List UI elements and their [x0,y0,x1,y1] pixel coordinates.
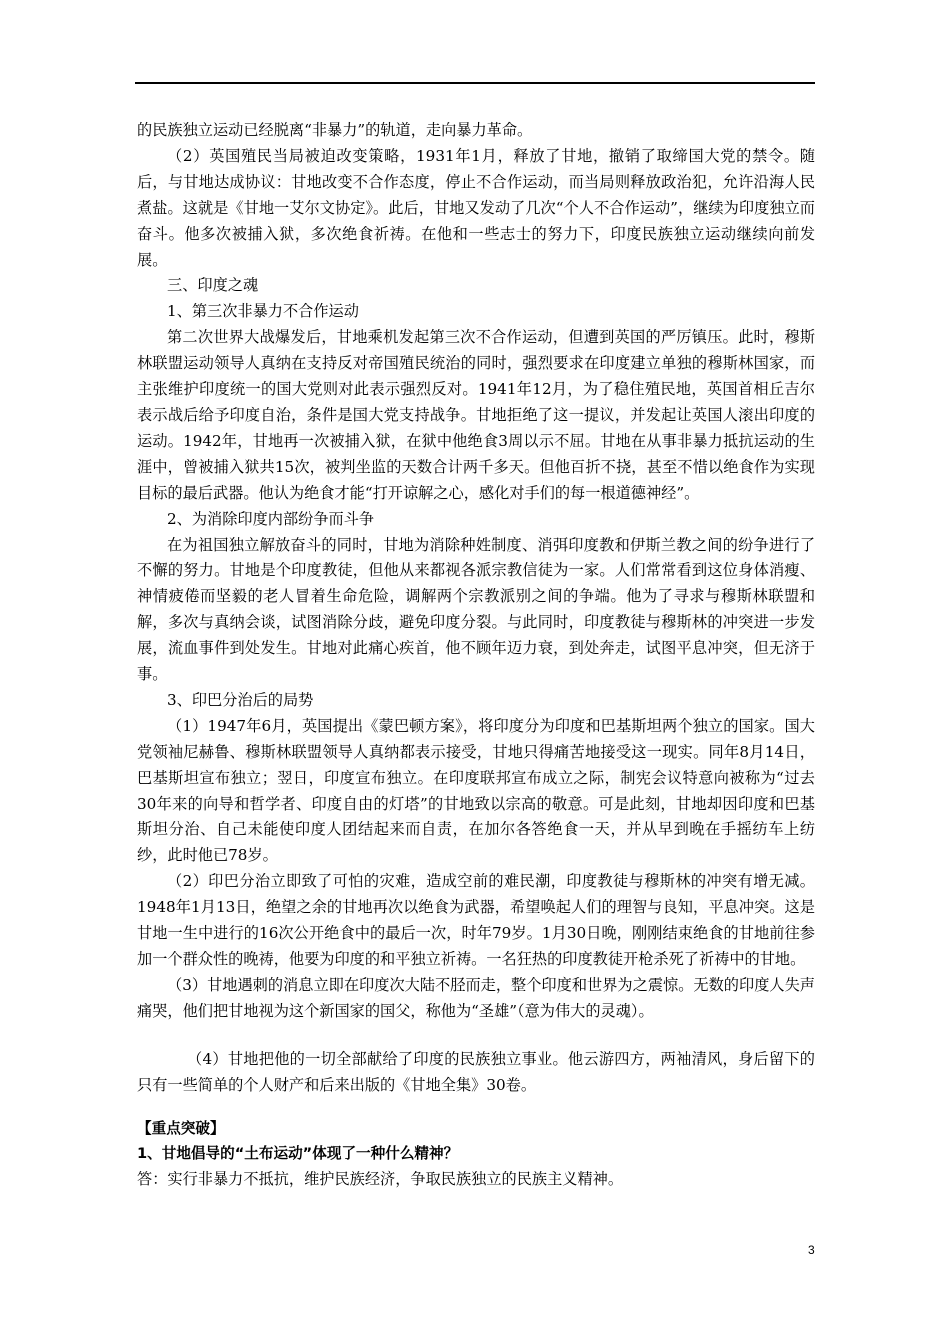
focus-heading: 【重点突破】 [137,1119,225,1137]
spacer [137,1099,815,1116]
page-number: 3 [808,1243,815,1257]
paragraph-partition-4: （4）甘地把他的一切全部献给了印度的民族独立事业。他云游四方，两袖清风，身后留下的只有一些简单的个人财产和后来出版的《甘地全集》30卷。 [137,1049,815,1094]
paragraph-partition-3: （3）甘地遇刺的消息立即在印度次大陆不胫而走，整个印度和世界为之震惊。无数的印度人失声痛哭，他们把甘地视为这个新国家的国父，称他为“圣雄”（意为伟大的灵魂）。 [137,975,815,1020]
paragraph-agreement: （2）英国殖民当局被迫改变策略，1931年1月，释放了甘地，撤销了取缔国大党的禁令。随后，与甘地达成协议：甘地改变不合作态度，停止不合作运动，而当局则释放政治犯，允许沿海人民煮盐。这就是《甘地一艾尔文协定》。此后，甘地又发动了几次“个人不合作运动”，继续为印度独立而奋斗。他多次被捕入狱，多次绝食祈祷。在他和一些志士的努力下，印度民族独立运动继续向前发展。 [137,146,815,269]
paragraph-continuation: 的民族独立运动已经脱离“非暴力”的轨道，走向暴力革命。 [137,121,533,139]
paragraph-partition-1: （1）1947年6月，英国提出《蒙巴顿方案》，将印度分为印度和巴基斯坦两个独立的国家。国大党领袖尼赫鲁、穆斯林联盟领导人真纳都表示接受，甘地只得痛苦地接受这一现实。同年8月14日，巴基斯坦宣布独立；翌日，印度宣布独立。在印度联邦宣布成立之际，制宪会议特意向被称为“过去30年来的向导和哲学者、印度自由的灯塔”的甘地致以宗高的敬意。可是此刻，甘地却因印度和巴基斯坦分治、自己未能使印度人团结起来而自责，在加尔各答绝食一天，并从早到晚在手摇纺车上纺纱，此时他已78岁。 [137,716,815,865]
paragraph-third-campaign: 第二次世界大战爆发后，甘地乘机发起第三次不合作运动，但遭到英国的严厉镇压。此时，穆斯林联盟运动领导人真纳在支持反对帝国殖民统治的同时，强烈要求在印度建立单独的穆斯林国家，而主张维护印度统一的国大党则对此表示强烈反对。1941年12月，为了稳住殖民地，英国首相丘吉尔表示战后给予印度自治，条件是国大党支持战争。甘地拒绝了这一提议，并发起让英国人滚出印度的运动。1942年，甘地再一次被捕入狱，在狱中他绝食3周以示不屈。甘地在从事非暴力抵抗运动的生涯中，曾被捕入狱共15次，被判坐监的天数合计两千多天。但他百折不挠，甚至不惜以绝食作为实现目标的最后武器。他认为绝食才能“打开谅解之心，感化对手们的每一根道德神经”。 [137,328,815,502]
subheading-third-campaign: 1、第三次非暴力不合作运动 [167,302,359,321]
subheading-internal-strife: 2、为消除印度内部纷争而斗争 [167,509,375,528]
paragraph-partition-2: （2）印巴分治立即致了可怕的灾难，造成空前的难民潮，印度教徒与穆斯林的冲突有增无减。1948年1月13日，绝望之余的甘地再次以绝食为武器，希望唤起人们的理智与良知，平息冲突。这是甘地一生中进行的16次公开绝食中的最后一次，时年79岁。1月30日晚，刚刚结束绝食的甘地前往参加一个群众性的晚祷，他要为印度的和平独立祈祷。一名狂热的印度教徒开枪杀死了祈祷中的甘地。 [137,872,815,968]
subheading-partition: 3、印巴分治后的局势 [167,690,314,709]
page-body [137,118,815,1193]
paragraph-internal-strife: 在为祖国独立解放奋斗的同时，甘地为消除种姓制度、消弭印度教和伊斯兰教之间的纷争进行了不懈的努力。甘地是个印度教徒，但他从来都视各派宗教信徒为一家。人们常常看到这位身体消瘦、神情疲倦而坚毅的老人冒着生命危险，调解两个宗教派别之间的争端。他为了寻求与穆斯林联盟和解，多次与真纳会谈，试图消除分歧，避免印度分裂。与此同时，印度教徒与穆斯林的冲突进一步发展，流血事件到处发生。甘地对此痛心疾首，他不顾年迈力衰，到处奔走，试图平息冲突，但无济于事。 [137,535,815,684]
header-rule [135,82,815,84]
focus-answer: 答：实行非暴力不抵抗，维护民族经济，争取民族独立的民族主义精神。 [137,1170,623,1189]
spacer [137,1025,815,1047]
section-heading-soul-of-india: 三、印度之魂 [167,276,259,295]
focus-question: 1、甘地倡导的“土布运动”体现了一种什么精神？ [137,1145,459,1163]
